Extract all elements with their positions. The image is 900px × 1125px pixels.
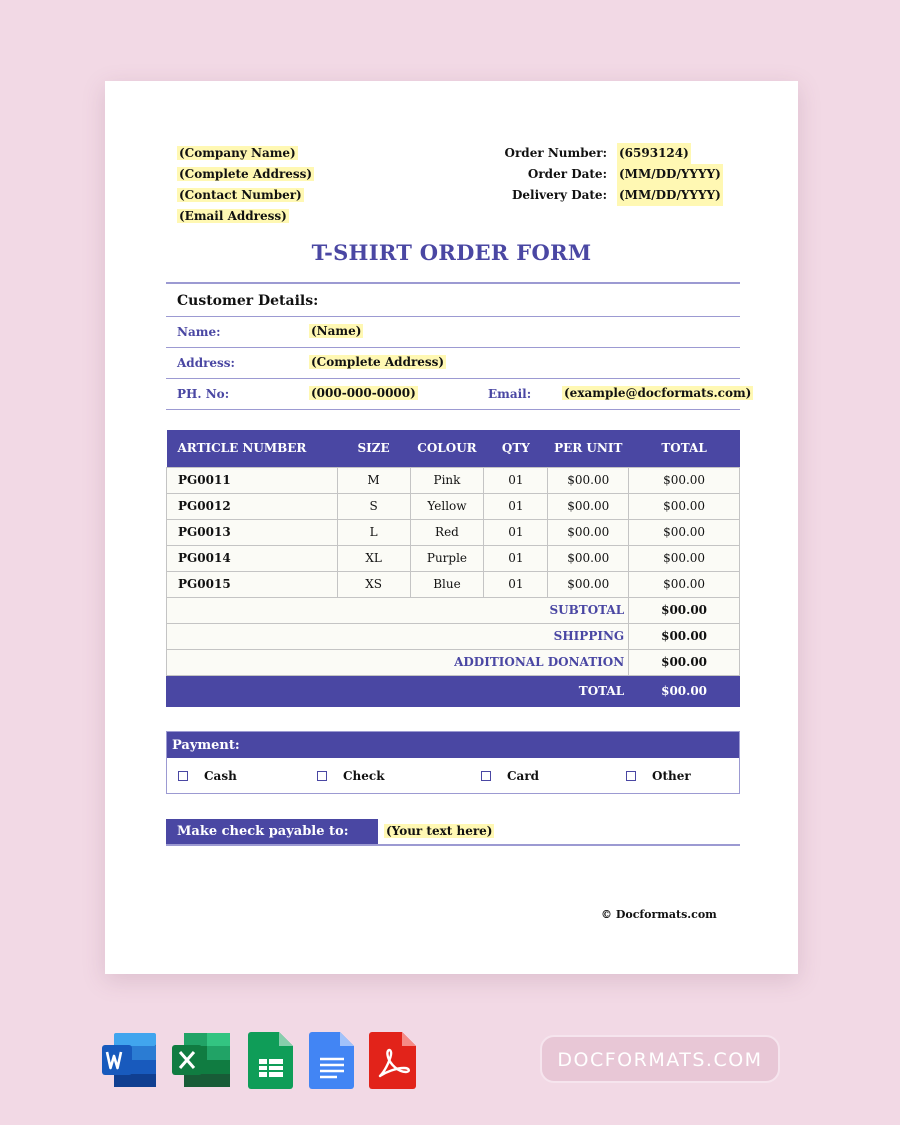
company-info (177, 143, 314, 227)
cell-article[interactable]: PG0012 (167, 493, 338, 519)
cell-article[interactable]: PG0014 (167, 545, 338, 571)
shipping-row (167, 623, 740, 649)
payment-option-cash[interactable] (178, 769, 237, 783)
company-name[interactable]: (Company Name) (179, 146, 296, 160)
col-per-unit: PER UNIT (548, 430, 629, 467)
docs-icon[interactable] (308, 1030, 356, 1090)
cell-size[interactable]: M (337, 467, 410, 493)
payment-option-label: Check (343, 769, 385, 783)
customer-phone-value[interactable]: (000-000-0000) (311, 386, 416, 400)
total-row (167, 675, 740, 706)
check-payable-label: Make check payable to: (166, 819, 378, 844)
payment-option-label: Card (507, 769, 540, 783)
order-number-value[interactable]: (6593124) (617, 143, 691, 164)
page-title: T-SHIRT ORDER FORM (311, 240, 592, 265)
order-number-label: Order Number: (504, 146, 607, 160)
divider (166, 844, 740, 846)
donation-value[interactable]: $00.00 (629, 649, 740, 675)
table-row (167, 467, 740, 493)
checkbox-icon[interactable] (481, 771, 491, 781)
col-colour: COLOUR (410, 430, 484, 467)
payment-section (166, 731, 740, 794)
order-table (166, 430, 740, 707)
cell-total[interactable]: $00.00 (629, 519, 740, 545)
company-address[interactable]: (Complete Address) (179, 167, 313, 181)
cell-per-unit[interactable]: $00.00 (548, 571, 629, 597)
table-row (167, 545, 740, 571)
pdf-icon[interactable] (368, 1030, 418, 1090)
customer-email-value[interactable]: (example@docformats.com) (564, 386, 752, 400)
order-date-value[interactable]: (MM/DD/YYYY) (617, 164, 723, 185)
customer-address-value[interactable]: (Complete Address) (311, 355, 445, 369)
cell-qty[interactable]: 01 (484, 519, 548, 545)
cell-per-unit[interactable]: $00.00 (548, 519, 629, 545)
company-contact[interactable]: (Contact Number) (179, 188, 302, 202)
payment-option-label: Other (652, 769, 691, 783)
cell-size[interactable]: XL (337, 545, 410, 571)
cell-size[interactable]: L (337, 519, 410, 545)
cell-colour[interactable]: Purple (410, 545, 484, 571)
company-email[interactable]: (Email Address) (179, 209, 287, 223)
customer-name-row (166, 317, 740, 347)
cell-article[interactable]: PG0015 (167, 571, 338, 597)
cell-colour[interactable]: Yellow (410, 493, 484, 519)
cell-colour[interactable]: Pink (410, 467, 484, 493)
cell-total[interactable]: $00.00 (629, 493, 740, 519)
total-value[interactable]: $00.00 (629, 675, 740, 706)
cell-per-unit[interactable]: $00.00 (548, 493, 629, 519)
checkbox-icon[interactable] (178, 771, 188, 781)
cell-per-unit[interactable]: $00.00 (548, 545, 629, 571)
col-total: TOTAL (629, 430, 740, 467)
sheets-icon[interactable] (247, 1030, 295, 1090)
cell-qty[interactable]: 01 (484, 571, 548, 597)
cell-article[interactable]: PG0013 (167, 519, 338, 545)
donation-label: ADDITIONAL DONATION (167, 649, 629, 675)
subtotal-row (167, 597, 740, 623)
col-qty: QTY (484, 430, 548, 467)
check-payable-section (166, 819, 740, 846)
order-info (495, 143, 723, 206)
customer-heading: Customer Details: (177, 293, 319, 309)
customer-phone-label: PH. No: (177, 387, 230, 401)
payment-option-label: Cash (204, 769, 237, 783)
divider (166, 409, 740, 410)
payment-option-other[interactable] (626, 769, 691, 783)
cell-colour[interactable]: Red (410, 519, 484, 545)
cell-total[interactable]: $00.00 (629, 467, 740, 493)
order-date-label: Order Date: (527, 167, 607, 181)
word-icon[interactable] (100, 1030, 158, 1090)
payment-option-card[interactable] (481, 769, 539, 783)
customer-email-label: Email: (488, 387, 532, 401)
excel-icon[interactable] (170, 1030, 232, 1090)
cell-size[interactable]: S (337, 493, 410, 519)
cell-article[interactable]: PG0011 (167, 467, 338, 493)
cell-qty[interactable]: 01 (484, 545, 548, 571)
table-row (167, 519, 740, 545)
cell-colour[interactable]: Blue (410, 571, 484, 597)
donation-row (167, 649, 740, 675)
table-row (167, 571, 740, 597)
check-payable-value[interactable]: (Your text here) (386, 824, 493, 838)
delivery-date-value[interactable]: (MM/DD/YYYY) (617, 185, 723, 206)
checkbox-icon[interactable] (317, 771, 327, 781)
subtotal-label: SUBTOTAL (167, 597, 629, 623)
brand-badge[interactable]: DOCFORMATS.COM (540, 1035, 780, 1083)
payment-heading: Payment: (167, 732, 739, 758)
payment-options (167, 758, 739, 793)
customer-contact-row (166, 379, 752, 409)
cell-per-unit[interactable]: $00.00 (548, 467, 629, 493)
table-header-row (167, 430, 740, 467)
cell-size[interactable]: XS (337, 571, 410, 597)
col-size: SIZE (337, 430, 410, 467)
customer-address-label: Address: (177, 356, 235, 370)
cell-qty[interactable]: 01 (484, 493, 548, 519)
customer-name-value[interactable]: (Name) (311, 324, 362, 338)
col-article-number: ARTICLE NUMBER (167, 430, 338, 467)
payment-option-check[interactable] (317, 769, 385, 783)
subtotal-value[interactable]: $00.00 (629, 597, 740, 623)
customer-name-label: Name: (177, 325, 221, 339)
copyright-footer: © Docformats.com (601, 908, 717, 921)
shipping-value[interactable]: $00.00 (629, 623, 740, 649)
total-label: TOTAL (167, 675, 629, 706)
customer-address-row (166, 348, 740, 378)
table-row (167, 493, 740, 519)
shipping-label: SHIPPING (167, 623, 629, 649)
document-page (105, 81, 798, 974)
cell-total[interactable]: $00.00 (629, 545, 740, 571)
checkbox-icon[interactable] (626, 771, 636, 781)
cell-qty[interactable]: 01 (484, 467, 548, 493)
delivery-date-label: Delivery Date: (511, 188, 607, 202)
customer-details (166, 282, 752, 410)
cell-total[interactable]: $00.00 (629, 571, 740, 597)
